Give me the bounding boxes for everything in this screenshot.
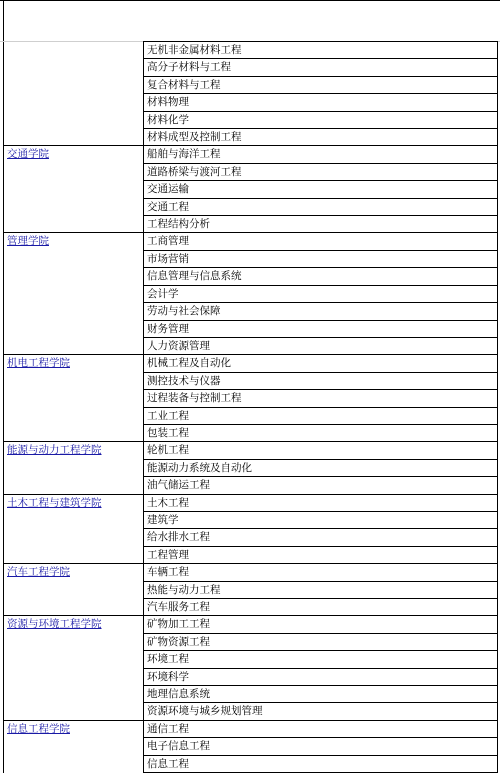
table-row bbox=[4, 198, 498, 215]
major-cell: 工商管理 bbox=[144, 233, 498, 250]
table-row bbox=[4, 94, 498, 111]
college-cell bbox=[4, 250, 144, 267]
college-cell bbox=[4, 59, 144, 76]
college-cell bbox=[4, 42, 144, 59]
college-link[interactable]: 汽车工程学院 bbox=[7, 566, 70, 579]
major-cell: 测控技术与仪器 bbox=[144, 372, 498, 389]
major-cell: 工程结构分析 bbox=[144, 216, 498, 233]
left-edge bbox=[3, 0, 4, 41]
college-cell[interactable] bbox=[4, 616, 144, 633]
table-row bbox=[4, 477, 498, 494]
table-row bbox=[4, 668, 498, 685]
college-cell bbox=[4, 94, 144, 111]
college-cell bbox=[4, 668, 144, 685]
table-row bbox=[4, 42, 498, 59]
table-row bbox=[4, 320, 498, 337]
table-row bbox=[4, 111, 498, 128]
major-cell: 环境工程 bbox=[144, 651, 498, 668]
college-link[interactable]: 管理学院 bbox=[7, 235, 49, 248]
table-row bbox=[4, 529, 498, 546]
table-row bbox=[4, 442, 498, 459]
table-row bbox=[4, 616, 498, 633]
table-row bbox=[4, 372, 498, 389]
college-cell bbox=[4, 651, 144, 668]
table-row bbox=[4, 390, 498, 407]
college-link[interactable]: 资源与环境工程学院 bbox=[7, 618, 102, 631]
table-row bbox=[4, 181, 498, 198]
college-cell bbox=[4, 198, 144, 215]
major-cell: 材料物理 bbox=[144, 94, 498, 111]
college-cell bbox=[4, 511, 144, 528]
college-link[interactable]: 能源与动力工程学院 bbox=[7, 444, 102, 457]
table-row bbox=[4, 581, 498, 598]
table-row bbox=[4, 494, 498, 511]
major-cell: 汽车服务工程 bbox=[144, 599, 498, 616]
college-cell[interactable] bbox=[4, 146, 144, 163]
table-row bbox=[4, 651, 498, 668]
major-cell: 会计学 bbox=[144, 285, 498, 302]
table-row bbox=[4, 59, 498, 76]
college-cell bbox=[4, 129, 144, 146]
college-cell[interactable] bbox=[4, 564, 144, 581]
table-row bbox=[4, 285, 498, 302]
college-cell bbox=[4, 633, 144, 650]
college-link[interactable]: 交通学院 bbox=[7, 148, 49, 161]
major-cell: 地理信息系统 bbox=[144, 686, 498, 703]
table-row bbox=[4, 250, 498, 267]
major-cell: 矿物资源工程 bbox=[144, 633, 498, 650]
major-cell: 车辆工程 bbox=[144, 564, 498, 581]
major-cell: 信息工程 bbox=[144, 755, 498, 772]
college-cell bbox=[4, 163, 144, 180]
college-cell bbox=[4, 216, 144, 233]
major-cell: 机械工程及自动化 bbox=[144, 355, 498, 372]
table-row bbox=[4, 459, 498, 476]
table-row bbox=[4, 546, 498, 563]
college-cell bbox=[4, 686, 144, 703]
major-cell: 环境科学 bbox=[144, 668, 498, 685]
major-cell: 交通工程 bbox=[144, 198, 498, 215]
table-row bbox=[4, 755, 498, 772]
major-cell: 高分子材料与工程 bbox=[144, 59, 498, 76]
college-cell bbox=[4, 424, 144, 441]
major-cell: 通信工程 bbox=[144, 720, 498, 737]
major-cell: 包装工程 bbox=[144, 424, 498, 441]
major-cell: 热能与动力工程 bbox=[144, 581, 498, 598]
major-cell: 材料化学 bbox=[144, 111, 498, 128]
college-cell bbox=[4, 111, 144, 128]
table-row bbox=[4, 163, 498, 180]
college-link[interactable]: 机电工程学院 bbox=[7, 357, 70, 370]
college-cell bbox=[4, 76, 144, 93]
table-row bbox=[4, 633, 498, 650]
major-cell: 工业工程 bbox=[144, 407, 498, 424]
major-cell: 资源环境与城乡规划管理 bbox=[144, 703, 498, 720]
table-row bbox=[4, 216, 498, 233]
college-cell bbox=[4, 337, 144, 354]
table-row bbox=[4, 355, 498, 372]
major-cell: 信息管理与信息系统 bbox=[144, 268, 498, 285]
college-cell bbox=[4, 285, 144, 302]
college-cell bbox=[4, 181, 144, 198]
table-row bbox=[4, 564, 498, 581]
table-row bbox=[4, 424, 498, 441]
college-cell[interactable] bbox=[4, 355, 144, 372]
major-cell: 给水排水工程 bbox=[144, 529, 498, 546]
table-body bbox=[4, 42, 498, 773]
major-cell: 轮机工程 bbox=[144, 442, 498, 459]
major-cell: 劳动与社会保障 bbox=[144, 303, 498, 320]
major-cell: 人力资源管理 bbox=[144, 337, 498, 354]
major-cell: 土木工程 bbox=[144, 494, 498, 511]
major-cell: 交通运输 bbox=[144, 181, 498, 198]
college-cell bbox=[4, 268, 144, 285]
major-cell: 过程装备与控制工程 bbox=[144, 390, 498, 407]
college-cell bbox=[4, 581, 144, 598]
table-row bbox=[4, 511, 498, 528]
table-row bbox=[4, 146, 498, 163]
college-cell bbox=[4, 529, 144, 546]
major-cell: 电子信息工程 bbox=[144, 738, 498, 755]
college-cell[interactable] bbox=[4, 233, 144, 250]
college-cell bbox=[4, 703, 144, 720]
major-cell: 市场营销 bbox=[144, 250, 498, 267]
table-row bbox=[4, 599, 498, 616]
table-row bbox=[4, 720, 498, 737]
college-cell bbox=[4, 320, 144, 337]
college-major-table bbox=[3, 41, 498, 773]
table-row bbox=[4, 233, 498, 250]
college-cell bbox=[4, 546, 144, 563]
major-cell: 工程管理 bbox=[144, 546, 498, 563]
college-link[interactable]: 土木工程与建筑学院 bbox=[7, 496, 102, 509]
college-cell bbox=[4, 599, 144, 616]
major-cell: 能源动力系统及自动化 bbox=[144, 459, 498, 476]
college-cell[interactable] bbox=[4, 720, 144, 737]
table-row bbox=[4, 76, 498, 93]
college-cell bbox=[4, 407, 144, 424]
major-cell: 船舶与海洋工程 bbox=[144, 146, 498, 163]
college-cell bbox=[4, 755, 144, 772]
college-cell bbox=[4, 303, 144, 320]
college-cell[interactable] bbox=[4, 494, 144, 511]
college-cell bbox=[4, 738, 144, 755]
table-row bbox=[4, 703, 498, 720]
table-row bbox=[4, 268, 498, 285]
table-row bbox=[4, 303, 498, 320]
top-border bbox=[0, 0, 500, 1]
table-row bbox=[4, 129, 498, 146]
college-cell[interactable] bbox=[4, 442, 144, 459]
college-cell bbox=[4, 459, 144, 476]
college-cell bbox=[4, 477, 144, 494]
table-row bbox=[4, 686, 498, 703]
major-cell: 材料成型及控制工程 bbox=[144, 129, 498, 146]
college-cell bbox=[4, 390, 144, 407]
major-cell: 矿物加工工程 bbox=[144, 616, 498, 633]
major-cell: 油气储运工程 bbox=[144, 477, 498, 494]
college-link[interactable]: 信息工程学院 bbox=[7, 722, 70, 735]
major-cell: 无机非金属材料工程 bbox=[144, 42, 498, 59]
table-row bbox=[4, 738, 498, 755]
table-row bbox=[4, 407, 498, 424]
table-row bbox=[4, 337, 498, 354]
major-cell: 复合材料与工程 bbox=[144, 76, 498, 93]
college-cell bbox=[4, 372, 144, 389]
major-cell: 建筑学 bbox=[144, 511, 498, 528]
major-cell: 道路桥梁与渡河工程 bbox=[144, 163, 498, 180]
major-cell: 财务管理 bbox=[144, 320, 498, 337]
